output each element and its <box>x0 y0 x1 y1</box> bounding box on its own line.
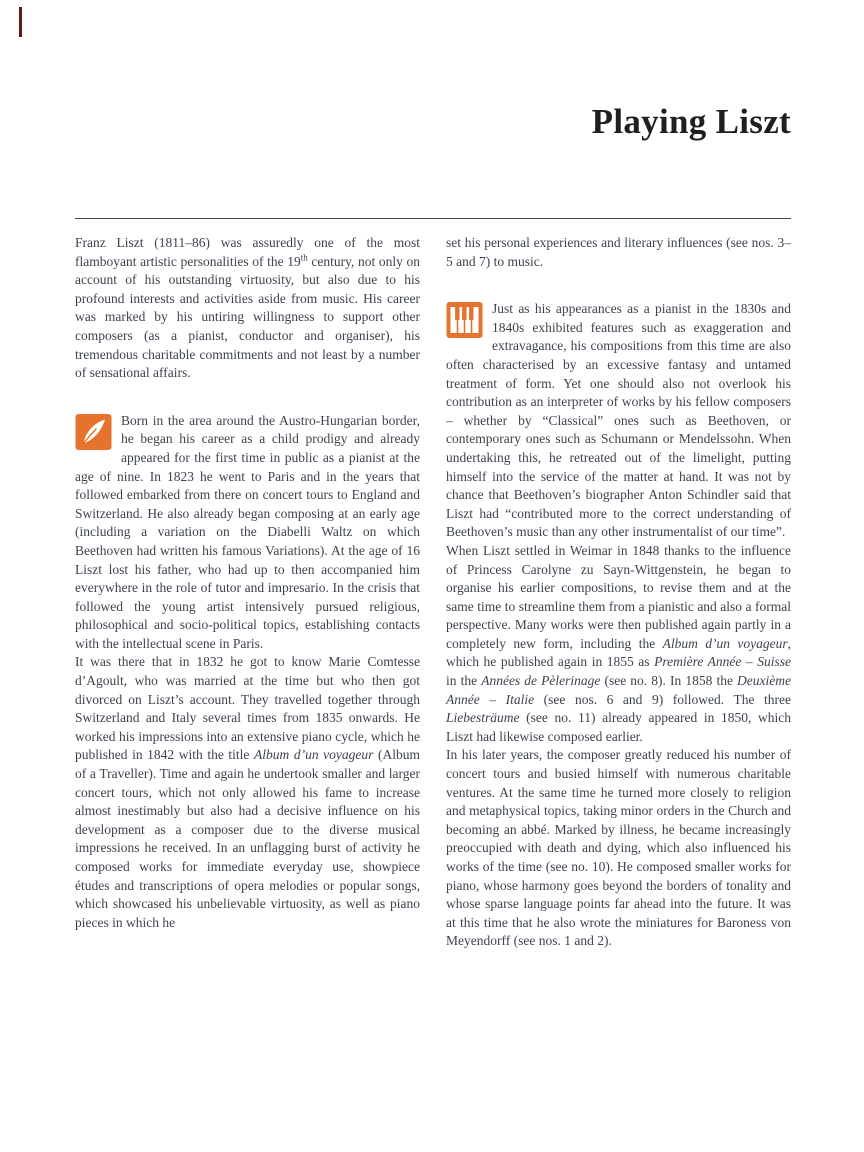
page-content <box>75 0 791 951</box>
registration-mark <box>19 7 22 37</box>
left-column <box>75 234 420 951</box>
biography-paragraph <box>75 412 420 654</box>
page-title: Playing Liszt <box>591 102 791 141</box>
quill-icon <box>75 414 112 450</box>
right-column <box>446 234 791 951</box>
title-divider <box>75 218 791 219</box>
continuation-paragraph: set his personal experiences and literary influences (see nos. 3–5 and 7) to music. <box>446 235 791 269</box>
paris-paragraph: It was there that in 1832 he got to know Marie Comtesse d’Agoult, who was married at the time but who then got divorced on Liszt’s account. They travelled together through Switzerland and Italy several times from 1835 onwards. He worked his impressions into an extensive piano cycle, which he published in 1842 with the title Album d’un voyageur (Album of a Traveller). Time and again he undertook smaller and larger concert tours, which not only allowed his fame to increase almost inestimably but also had a decisive influence on his development as a composer due to the diverse musical impressions he received. In an unflagging burst of activity he composed works for immediate everyday use, showpiece études and transcriptions of opera melodies or popular songs, which showcased his unbelievable virtuosity, as well as piano pieces in which he <box>75 654 420 930</box>
two-column-text <box>75 234 791 951</box>
weimar-paragraph: When Liszt settled in Weimar in 1848 thanks to the influence of Princess Carolyne zu Sayn-Wittgenstein, he began to organise his earlier compositions, to revise them and at the same time to streamline them from a pianistic and also a formal perspective. Many works were then published again partly in a completely new form, including the Album d’un voyageur, which he published again in 1855 as Première Année – Suisse in the Années de Pèlerinage (see no. 8). In 1858 the Deuxième Année – Italie (see nos. 6 and 9) followed. The three Liebesträume (see no. 11) already appeared in 1850, which Liszt had likewise composed earlier. <box>446 542 792 744</box>
intro-paragraph: Franz Liszt (1811–86) was assuredly one of the most flamboyant artistic personalities of the 19th century, not only on account of his outstanding virtuosity, but also due to his profound interests and activities aside from music. His career was marked by his untiring willingness to support other composers (as a pianist, conductor and organiser), his tremendous charitable commitments and not least by a number of sensational affairs. <box>75 235 420 381</box>
paragraph-text: Just as his appearances as a pianist in the 1830s and 1840s exhibited features such as exaggeration and extravagance, his compositions from this time are also often characterised by an excessive fantasy and untamed treatment of form. Yet one should also not overlook his contribution as an interpreter of works by his fellow composers – whether by “Classical” ones such as Beethoven, or contemporary ones such as Schumann or Mendelssohn. When undertaking this, he retreated out of the limelight, putting himself into the service of the matter at hand. It was not by chance that Beethoven’s biographer Anton Schindler said that Liszt had “contributed more to the correct understanding of Beethoven’s music than any other instrumentalist of our time”. <box>446 301 791 540</box>
later-years-paragraph: In his later years, the composer greatly reduced his number of concert tours and busied himself with numerous charitable ventures. At the same time he turned more closely to religion and metaphysical topics, taking minor orders in the Church and becoming an abbé. Marked by illness, he became increasingly preoccupied with death and dying, which also influenced his works of the time (see no. 10). He composed smaller works for piano, whose harmony goes beyond the borders of tonality and whose sparse language points far ahead into the future. It was at this time that he also wrote the miniatures for Baroness von Meyendorff (see nos. 1 and 2). <box>446 747 791 949</box>
interpreter-paragraph <box>446 300 791 542</box>
paragraph-text: Born in the area around the Austro-Hungarian border, he began his career as a child prodigy and already appeared for the first time in public as a pianist at the age of nine. In 1823 he went to Paris and in the years that followed embarked from there on concert tours to England and Switzerland. He also already began composing at an early age (including a variation on the Diabelli Waltz on which Beethoven had written his famous Variations). At the age of 16 Liszt lost his father, who had up to then accompanied him everywhere in the role of tutor and impresario. In the crisis that followed the young artist intensively pursued religious, philosophical and socio-political topics, establishing contacts with the intellectual scene in Paris. <box>75 412 420 651</box>
piano-icon <box>446 302 483 338</box>
